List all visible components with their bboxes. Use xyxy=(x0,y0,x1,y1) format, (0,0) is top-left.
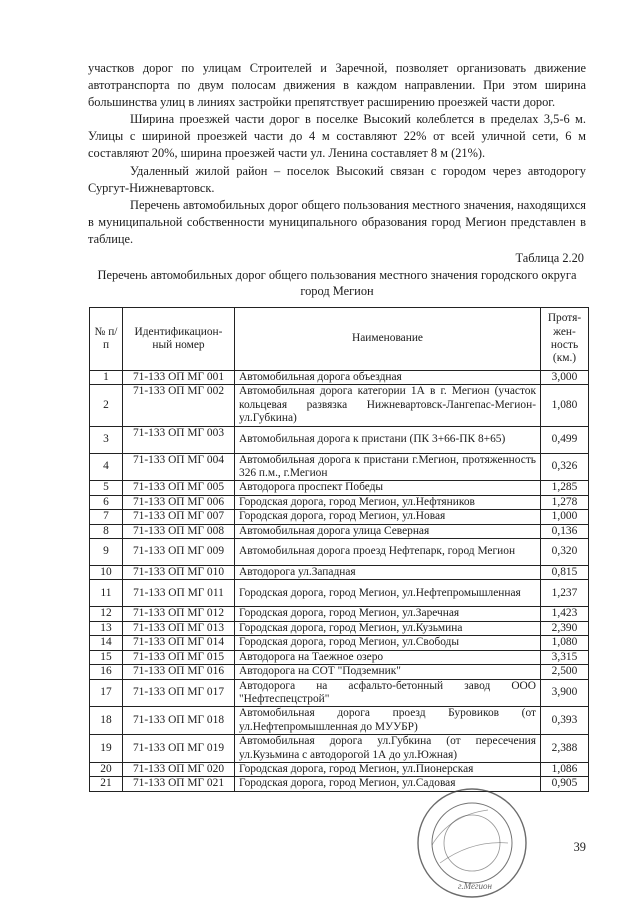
row-name: Автодорога на СОТ "Подземник" xyxy=(235,665,541,679)
row-no: 18 xyxy=(90,707,123,735)
row-no: 17 xyxy=(90,679,123,707)
row-name: Городская дорога, город Мегион, ул.Пионерская xyxy=(235,762,541,776)
row-name: Автодорога проспект Победы xyxy=(235,481,541,495)
header-id: Идентификацион-ный номер xyxy=(123,308,235,371)
row-id: 71-133 ОП МГ 003 xyxy=(123,426,235,453)
row-name: Автомобильная дорога объездная xyxy=(235,371,541,385)
row-no: 21 xyxy=(90,777,123,791)
row-length: 3,000 xyxy=(541,371,589,385)
table-row xyxy=(90,371,589,385)
row-name: Городская дорога, город Мегион, ул.Садовая xyxy=(235,777,541,791)
row-name: Автодорога на асфальто-бетонный завод ООО "Нефтеспецстрой" xyxy=(235,679,541,707)
row-length: 2,500 xyxy=(541,665,589,679)
row-length: 1,285 xyxy=(541,481,589,495)
row-name: Автодорога ул.Западная xyxy=(235,566,541,580)
row-name: Городская дорога, город Мегион, ул.Нефтяников xyxy=(235,495,541,509)
row-name: Автомобильная дорога улица Северная xyxy=(235,524,541,538)
table-row xyxy=(90,524,589,538)
table-row xyxy=(90,495,589,509)
row-id: 71-133 ОП МГ 007 xyxy=(123,510,235,524)
row-length: 1,423 xyxy=(541,607,589,621)
table-row xyxy=(90,636,589,650)
row-length: 2,390 xyxy=(541,621,589,635)
row-name: Городская дорога, город Мегион, ул.Кузьмина xyxy=(235,621,541,635)
row-no: 14 xyxy=(90,636,123,650)
row-length: 0,136 xyxy=(541,524,589,538)
table-row xyxy=(90,510,589,524)
row-name: Автомобильная дорога к пристани г.Мегион, протяженность 326 п.м., г.Мегион xyxy=(235,453,541,481)
row-no: 4 xyxy=(90,453,123,481)
table-row xyxy=(90,665,589,679)
row-id: 71-133 ОП МГ 020 xyxy=(123,762,235,776)
row-id: 71-133 ОП МГ 005 xyxy=(123,481,235,495)
row-no: 9 xyxy=(90,539,123,566)
roads-table xyxy=(89,307,589,792)
row-id: 71-133 ОП МГ 019 xyxy=(123,735,235,763)
row-length: 0,320 xyxy=(541,539,589,566)
row-id: 71-133 ОП МГ 008 xyxy=(123,524,235,538)
row-no: 7 xyxy=(90,510,123,524)
row-no: 2 xyxy=(90,385,123,426)
table-row xyxy=(90,650,589,664)
table-row xyxy=(90,621,589,635)
row-no: 10 xyxy=(90,566,123,580)
row-id: 71-133 ОП МГ 001 xyxy=(123,371,235,385)
row-length: 0,393 xyxy=(541,707,589,735)
paragraph-4: Перечень автомобильных дорог общего пользования местного значения, находящихся в муниципальной собственности муниципального образования город Мегион представлен в таблице. xyxy=(88,198,586,247)
row-id: 71-133 ОП МГ 009 xyxy=(123,539,235,566)
row-id: 71-133 ОП МГ 002 xyxy=(123,385,235,426)
table-row xyxy=(90,539,589,566)
row-no: 5 xyxy=(90,481,123,495)
table-row xyxy=(90,679,589,707)
row-name: Автомобильная дорога проезд Буровиков (от ул.Нефтепромышленная до МУУБР) xyxy=(235,707,541,735)
row-id: 71-133 ОП МГ 011 xyxy=(123,580,235,607)
page-number: 39 xyxy=(573,840,586,854)
row-no: 19 xyxy=(90,735,123,763)
table-row xyxy=(90,481,589,495)
table-header-row xyxy=(90,308,589,371)
paragraph-3: Удаленный жилой район – поселок Высокий связан с городом через автодорогу Сургут-Нижневартовск. xyxy=(88,164,586,196)
row-length: 3,315 xyxy=(541,650,589,664)
row-no: 15 xyxy=(90,650,123,664)
row-length: 1,080 xyxy=(541,636,589,650)
row-id: 71-133 ОП МГ 004 xyxy=(123,453,235,481)
table-row xyxy=(90,607,589,621)
row-name: Городская дорога, город Мегион, ул.Свободы xyxy=(235,636,541,650)
table-row xyxy=(90,735,589,763)
row-name: Автодорога на Таежное озеро xyxy=(235,650,541,664)
header-name: Наименование xyxy=(235,308,541,371)
row-no: 6 xyxy=(90,495,123,509)
row-length: 2,388 xyxy=(541,735,589,763)
row-length: 0,815 xyxy=(541,566,589,580)
row-name: Автомобильная дорога проезд Нефтепарк, город Мегион xyxy=(235,539,541,566)
row-id: 71-133 ОП МГ 021 xyxy=(123,777,235,791)
row-length: 1,086 xyxy=(541,762,589,776)
stamp-text: г.Мегион xyxy=(458,881,492,891)
row-no: 20 xyxy=(90,762,123,776)
row-name: Городская дорога, город Мегион, ул.Нефтепромышленная xyxy=(235,580,541,607)
row-name: Автомобильная дорога к пристани (ПК 3+66-ПК 8+65) xyxy=(235,426,541,453)
row-length: 0,905 xyxy=(541,777,589,791)
table-row xyxy=(90,580,589,607)
table-number: Таблица 2.20 xyxy=(515,251,584,265)
row-name: Городская дорога, город Мегион, ул.Заречная xyxy=(235,607,541,621)
row-length: 0,499 xyxy=(541,426,589,453)
row-no: 12 xyxy=(90,607,123,621)
row-no: 3 xyxy=(90,426,123,453)
row-length: 1,000 xyxy=(541,510,589,524)
row-no: 16 xyxy=(90,665,123,679)
row-id: 71-133 ОП МГ 012 xyxy=(123,607,235,621)
table-row xyxy=(90,762,589,776)
header-length: Протя-жен-ность (км.) xyxy=(541,308,589,371)
row-id: 71-133 ОП МГ 014 xyxy=(123,636,235,650)
row-length: 0,326 xyxy=(541,453,589,481)
row-id: 71-133 ОП МГ 018 xyxy=(123,707,235,735)
table-caption: Перечень автомобильных дорог общего пользования местного значения городского округа город Мегион xyxy=(97,268,577,298)
table-row xyxy=(90,566,589,580)
row-no: 11 xyxy=(90,580,123,607)
row-name: Автомобильная дорога ул.Губкина (от пересечения ул.Кузьмина с автодорогой 1А до ул.Южная) xyxy=(235,735,541,763)
row-name: Автомобильная дорога категории 1А в г. Мегион (участок кольцевая развязка Нижневартовск-Лангепас-Мегион-ул.Губкина) xyxy=(235,385,541,426)
row-id: 71-133 ОП МГ 006 xyxy=(123,495,235,509)
header-no: № п/п xyxy=(90,308,123,371)
table-row xyxy=(90,426,589,453)
row-no: 1 xyxy=(90,371,123,385)
row-length: 1,237 xyxy=(541,580,589,607)
paragraph-2: Ширина проезжей части дорог в поселке Высокий колеблется в пределах 3,5-6 м. Улицы с шириной проезжей части до 4 м составляют 22% от всей уличной сети, 6 м составляют 20%, ширина проезжей части ул. Ленина составляет 8 м (21%). xyxy=(88,112,586,161)
row-id: 71-133 ОП МГ 013 xyxy=(123,621,235,635)
row-length: 1,080 xyxy=(541,385,589,426)
official-stamp xyxy=(410,785,530,900)
row-id: 71-133 ОП МГ 016 xyxy=(123,665,235,679)
paragraph-1: участков дорог по улицам Строителей и Заречной, позволяет организовать движение автотранспорта по двум полосам движения в каждом направлении. При этом ширина большинства улиц в линиях застройки препятствует расширению проезжей части дорог. xyxy=(88,61,586,110)
table-row xyxy=(90,707,589,735)
table-row xyxy=(90,385,589,426)
row-no: 8 xyxy=(90,524,123,538)
row-id: 71-133 ОП МГ 017 xyxy=(123,679,235,707)
row-length: 3,900 xyxy=(541,679,589,707)
row-length: 1,278 xyxy=(541,495,589,509)
row-no: 13 xyxy=(90,621,123,635)
row-id: 71-133 ОП МГ 010 xyxy=(123,566,235,580)
row-name: Городская дорога, город Мегион, ул.Новая xyxy=(235,510,541,524)
table-row xyxy=(90,453,589,481)
row-id: 71-133 ОП МГ 015 xyxy=(123,650,235,664)
